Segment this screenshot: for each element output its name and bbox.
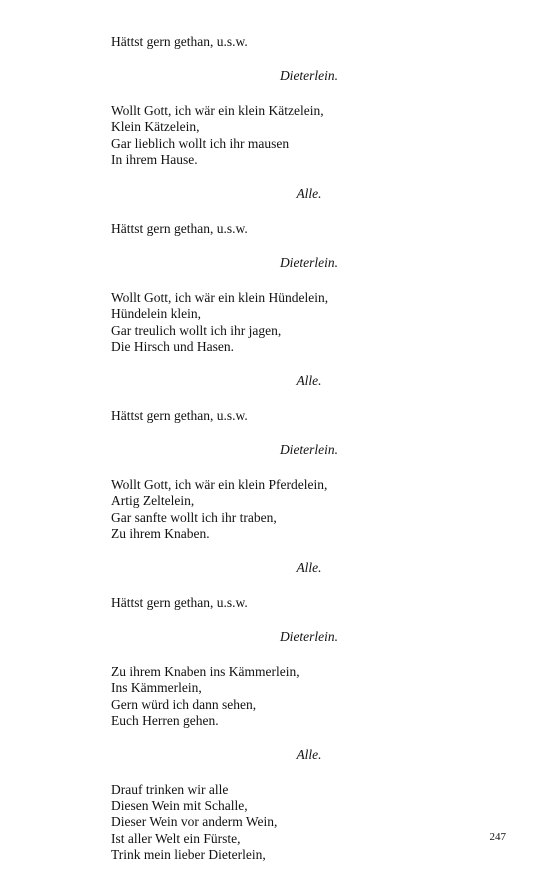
speaker-heading (111, 559, 507, 577)
speaker-label: Dieterlein. (279, 629, 339, 645)
text-line: Hättst gern gethan, u.s.w. (111, 408, 248, 424)
refrain-block (111, 408, 411, 424)
speaker-label: Dieterlein. (279, 442, 339, 458)
text-line: Wollt Gott, ich wär ein klein Pferdelein, (111, 477, 328, 493)
speaker-label: Alle. (296, 560, 322, 576)
speaker-heading (111, 372, 507, 390)
text-line: Die Hirsch und Hasen. (111, 338, 234, 354)
refrain-block (111, 595, 411, 611)
speaker-label: Dieterlein. (279, 255, 339, 271)
text-line: Dieser Wein vor anderm Wein, (111, 814, 278, 830)
text-line: Zu ihrem Knaben. (111, 525, 210, 541)
text-line: Ist aller Welt ein Fürste, (111, 830, 241, 846)
text-line: Drauf trinken wir alle (111, 782, 229, 798)
text-line: Diesen Wein mit Schalle, (111, 798, 248, 814)
text-line: Euch Herren gehen. (111, 712, 219, 728)
text-line: Gar treulich wollt ich ihr jagen, (111, 322, 282, 338)
speaker-label: Alle. (296, 186, 322, 202)
speaker-heading (111, 746, 507, 764)
text-line: Hündelein klein, (111, 306, 201, 322)
speaker-heading (111, 67, 507, 85)
stanza (111, 477, 411, 542)
text-line: Hättst gern gethan, u.s.w. (111, 221, 248, 237)
page-number: 247 (489, 831, 506, 843)
text-line: Artig Zeltelein, (111, 493, 195, 509)
speaker-label: Alle. (296, 747, 322, 763)
speaker-label: Alle. (296, 373, 322, 389)
text-line: Zu ihrem Knaben ins Kämmerlein, (111, 664, 300, 680)
text-line: Ins Kämmerlein, (111, 680, 202, 696)
text-line: Gar lieblich wollt ich ihr mausen (111, 135, 290, 151)
text-line: Wollt Gott, ich wär ein klein Hündelein, (111, 290, 329, 306)
speaker-heading (111, 441, 507, 459)
stanza (111, 782, 411, 863)
text-line: Gern würd ich dann sehen, (111, 696, 257, 712)
speaker-heading (111, 628, 507, 646)
text-line: Hättst gern gethan, u.s.w. (111, 34, 248, 49)
text-line: In ihrem Hause. (111, 151, 198, 167)
stanza (111, 290, 411, 355)
text-line: Trink mein lieber Dieterlein, (111, 846, 266, 862)
speaker-label: Dieterlein. (279, 68, 339, 84)
refrain-block (111, 221, 411, 237)
text-line: Wollt Gott, ich wär ein klein Kätzelein, (111, 103, 324, 119)
text-line: Gar sanfte wollt ich ihr traben, (111, 509, 277, 525)
stanza (111, 664, 411, 729)
speaker-heading (111, 254, 507, 272)
text-line: Hättst gern gethan, u.s.w. (111, 595, 248, 611)
refrain-block (111, 34, 411, 50)
text-column (111, 34, 411, 863)
speaker-heading (111, 185, 507, 203)
stanza (111, 103, 411, 168)
text-line: Klein Kätzelein, (111, 119, 200, 135)
